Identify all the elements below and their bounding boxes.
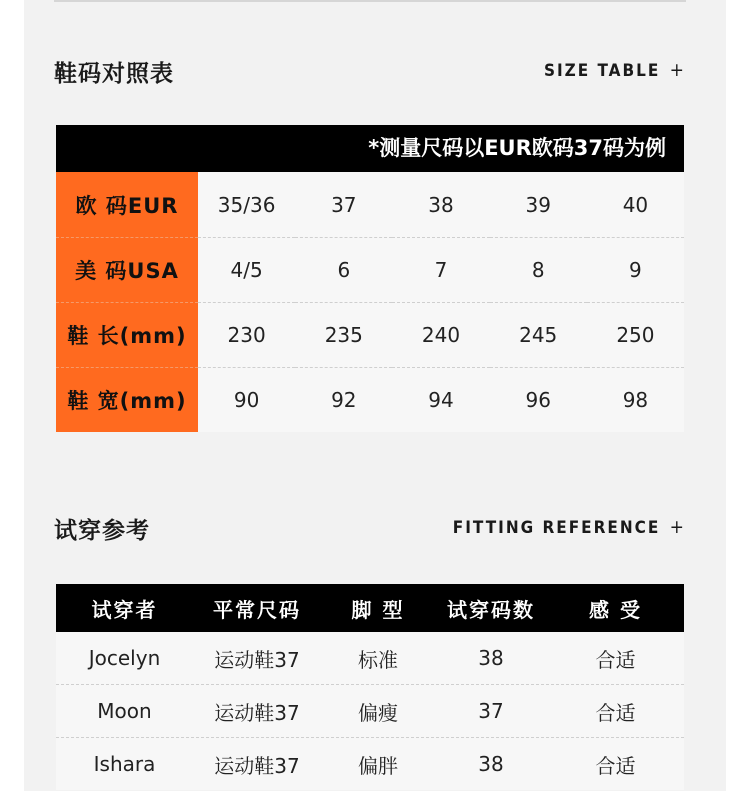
size-cell: 90 [198, 367, 295, 432]
size-cell: 39 [525, 192, 551, 217]
tester-name: Ishara [93, 752, 156, 776]
fit-feeling: 合适 [595, 753, 636, 778]
size-note: *测量尺码以EUR欧码37码为例 [56, 125, 684, 172]
size-table [56, 125, 684, 432]
size-cell: 94 [392, 367, 489, 432]
top-divider [54, 0, 686, 2]
tried-size: 37 [478, 699, 504, 723]
size-row-eur [56, 172, 684, 237]
fitting-table [56, 584, 684, 790]
size-cell: 245 [490, 302, 587, 367]
tester-name: Jocelyn [88, 646, 161, 670]
size-row-label: 鞋 宽(mm) [56, 367, 198, 432]
size-row-usa [56, 237, 684, 302]
foot-type: 标准 [358, 647, 398, 672]
size-cell: 6 [295, 237, 392, 302]
size-table-en-label: SIZE TABLE [543, 61, 661, 81]
size-cell: 40 [622, 192, 649, 217]
column-header: 试穿码数 [447, 597, 535, 622]
fit-feeling: 合适 [595, 700, 636, 725]
fitting-header [54, 512, 686, 546]
fitting-table-header [56, 584, 684, 632]
size-cell: 35/36 [217, 192, 276, 217]
size-cell: 235 [295, 302, 392, 367]
size-cell: 38 [428, 192, 454, 217]
column-header: 脚 型 [351, 597, 405, 622]
tried-size: 38 [478, 646, 504, 670]
tried-size: 38 [478, 752, 504, 776]
column-header: 平常尺码 [213, 597, 301, 622]
size-row-length [56, 302, 684, 367]
column-header: 感 受 [589, 597, 642, 622]
size-cell: 230 [198, 302, 295, 367]
size-cell: 8 [490, 237, 587, 302]
fitting-en-label: FITTING REFERENCE [452, 518, 661, 538]
size-cell: 98 [587, 367, 684, 432]
usual-size: 运动鞋37 [214, 647, 300, 672]
table-row [56, 684, 684, 737]
plus-icon[interactable]: + [669, 59, 686, 81]
page-panel [24, 0, 726, 791]
fitting-title: 试穿参考 [54, 518, 150, 544]
size-row-label: 鞋 长(mm) [56, 302, 198, 367]
usual-size: 运动鞋37 [214, 700, 300, 725]
size-cell: 92 [295, 367, 392, 432]
fit-feeling: 合适 [595, 647, 636, 672]
table-row [56, 632, 684, 684]
size-cell: 4/5 [198, 237, 295, 302]
plus-icon[interactable]: + [669, 516, 686, 538]
fitting-title-en[interactable] [453, 516, 686, 538]
table-row [56, 737, 684, 790]
size-cell: 240 [392, 302, 489, 367]
size-cell: 250 [587, 302, 684, 367]
size-table-title: 鞋码对照表 [54, 61, 174, 87]
size-table-title-en[interactable] [544, 59, 686, 81]
size-row-label: 欧 码EUR [56, 172, 198, 237]
column-header: 试穿者 [91, 597, 158, 622]
usual-size: 运动鞋37 [214, 753, 300, 778]
size-cell: 9 [587, 237, 684, 302]
size-cell: 96 [490, 367, 587, 432]
size-cell: 7 [392, 237, 489, 302]
size-row-label: 美 码USA [56, 237, 198, 302]
size-cell: 37 [331, 192, 357, 217]
foot-type: 偏瘦 [358, 700, 398, 725]
size-row-width [56, 367, 684, 432]
size-table-header [54, 55, 686, 89]
tester-name: Moon [97, 699, 152, 723]
foot-type: 偏胖 [358, 753, 398, 778]
